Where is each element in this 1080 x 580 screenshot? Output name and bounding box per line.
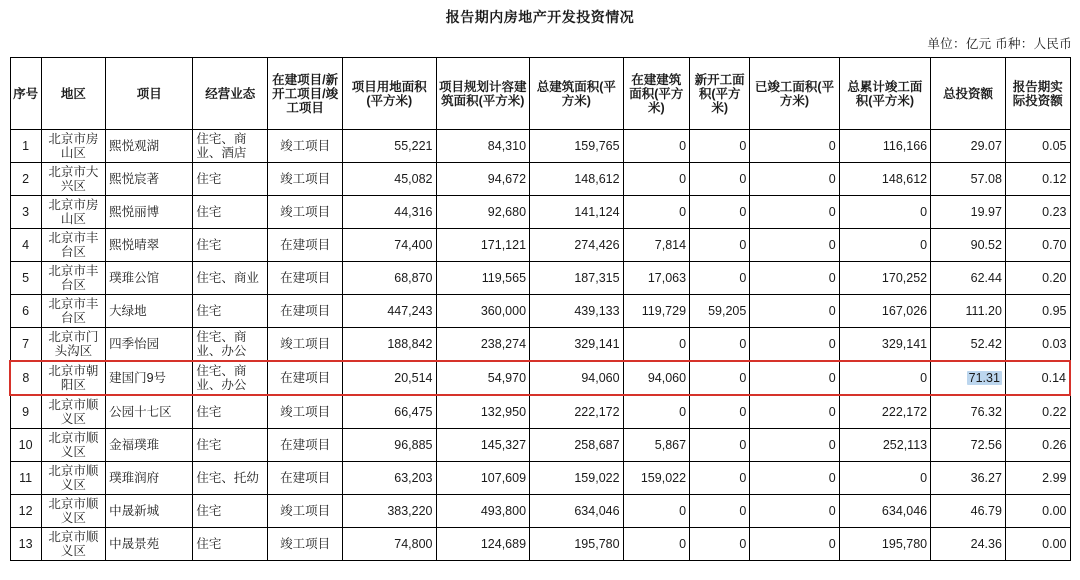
cell-total-investment[interactable]: 52.42 xyxy=(931,328,1006,362)
column-header-under-construction-area: 在建建筑面积(平方米) xyxy=(623,58,690,130)
table-row[interactable] xyxy=(10,262,1070,295)
cell-total-floor-area[interactable]: 274,426 xyxy=(530,229,624,262)
cell-land-area[interactable]: 20,514 xyxy=(343,361,437,395)
cell-region[interactable]: 北京市房山区 xyxy=(41,196,105,229)
cell-under-construction-area[interactable]: 94,060 xyxy=(623,361,690,395)
cell-new-start-area[interactable]: 59,205 xyxy=(690,295,750,328)
cell-planned-floor-area[interactable]: 493,800 xyxy=(436,495,530,528)
cell-cumulative-completed-area[interactable]: 116,166 xyxy=(839,130,930,163)
cell-cumulative-completed-area[interactable]: 252,113 xyxy=(839,429,930,462)
table-row[interactable] xyxy=(10,462,1070,495)
cell-new-start-area[interactable]: 0 xyxy=(690,328,750,362)
cell-business-type[interactable]: 住宅 xyxy=(193,163,268,196)
cell-total-investment[interactable] xyxy=(931,361,1006,395)
cell-project-stage[interactable]: 竣工项目 xyxy=(268,395,343,429)
cell-total-investment[interactable]: 90.52 xyxy=(931,229,1006,262)
cell-region[interactable]: 北京市大兴区 xyxy=(41,163,105,196)
cell-region[interactable]: 北京市顺义区 xyxy=(41,429,105,462)
cell-under-construction-area[interactable]: 0 xyxy=(623,528,690,561)
cell-new-start-area[interactable]: 0 xyxy=(690,528,750,561)
cell-completed-area[interactable]: 0 xyxy=(750,395,839,429)
column-header-project-stage: 在建项目/新开工项目/竣工项目 xyxy=(268,58,343,130)
cell-region[interactable]: 北京市朝阳区 xyxy=(41,361,105,395)
cell-project[interactable]: 中晟新城 xyxy=(106,495,193,528)
cell-planned-floor-area[interactable]: 124,689 xyxy=(436,528,530,561)
cell-index[interactable]: 7 xyxy=(10,328,41,362)
page-title: 报告期内房地产开发投资情况 xyxy=(445,9,635,25)
cell-new-start-area[interactable]: 0 xyxy=(690,262,750,295)
cell-under-construction-area[interactable]: 0 xyxy=(623,163,690,196)
column-header-region: 地区 xyxy=(41,58,105,130)
cell-project-stage[interactable]: 竣工项目 xyxy=(268,130,343,163)
cell-period-investment[interactable]: 0.03 xyxy=(1005,328,1070,362)
cell-under-construction-area[interactable]: 0 xyxy=(623,130,690,163)
cell-under-construction-area[interactable]: 5,867 xyxy=(623,429,690,462)
cell-total-floor-area[interactable]: 94,060 xyxy=(530,361,624,395)
cell-business-type[interactable]: 住宅 xyxy=(193,295,268,328)
cell-project[interactable]: 中晟景苑 xyxy=(106,528,193,561)
cell-total-floor-area[interactable]: 159,765 xyxy=(530,130,624,163)
cell-cumulative-completed-area[interactable]: 195,780 xyxy=(839,528,930,561)
cell-under-construction-area[interactable]: 119,729 xyxy=(623,295,690,328)
cell-land-area[interactable]: 68,870 xyxy=(343,262,437,295)
cell-land-area[interactable]: 447,243 xyxy=(343,295,437,328)
cell-total-investment[interactable]: 62.44 xyxy=(931,262,1006,295)
cell-completed-area[interactable]: 0 xyxy=(750,528,839,561)
cell-project-stage[interactable]: 竣工项目 xyxy=(268,528,343,561)
cell-period-investment[interactable]: 0.22 xyxy=(1005,395,1070,429)
cell-new-start-area[interactable]: 0 xyxy=(690,163,750,196)
cell-completed-area[interactable]: 0 xyxy=(750,163,839,196)
cell-land-area[interactable]: 66,475 xyxy=(343,395,437,429)
cell-planned-floor-area[interactable]: 171,121 xyxy=(436,229,530,262)
cell-planned-floor-area[interactable]: 145,327 xyxy=(436,429,530,462)
cell-project[interactable]: 熙悦丽博 xyxy=(106,196,193,229)
cell-project[interactable]: 熙悦观湖 xyxy=(106,130,193,163)
cell-total-investment[interactable]: 72.56 xyxy=(931,429,1006,462)
cell-total-floor-area[interactable]: 159,022 xyxy=(530,462,624,495)
cell-period-investment[interactable]: 2.99 xyxy=(1005,462,1070,495)
cell-project-stage[interactable]: 在建项目 xyxy=(268,295,343,328)
cell-total-investment[interactable]: 111.20 xyxy=(931,295,1006,328)
cell-cumulative-completed-area[interactable]: 222,172 xyxy=(839,395,930,429)
table-row[interactable] xyxy=(10,328,1070,362)
cell-region[interactable]: 北京市顺义区 xyxy=(41,462,105,495)
cell-index[interactable]: 3 xyxy=(10,196,41,229)
cell-total-floor-area[interactable]: 439,133 xyxy=(530,295,624,328)
cell-total-investment[interactable]: 76.32 xyxy=(931,395,1006,429)
cell-project-stage[interactable]: 在建项目 xyxy=(268,462,343,495)
cell-index[interactable]: 11 xyxy=(10,462,41,495)
column-header-total-floor-area: 总建筑面积(平方米) xyxy=(530,58,624,130)
column-header-total-investment: 总投资额 xyxy=(931,58,1006,130)
cell-project[interactable]: 大绿地 xyxy=(106,295,193,328)
cell-total-investment[interactable]: 36.27 xyxy=(931,462,1006,495)
cell-land-area[interactable]: 44,316 xyxy=(343,196,437,229)
cell-business-type[interactable]: 住宅 xyxy=(193,495,268,528)
cell-under-construction-area[interactable]: 0 xyxy=(623,395,690,429)
cell-index[interactable]: 6 xyxy=(10,295,41,328)
cell-project-stage[interactable]: 在建项目 xyxy=(268,361,343,395)
cell-total-floor-area[interactable]: 222,172 xyxy=(530,395,624,429)
cell-project[interactable]: 四季怡园 xyxy=(106,328,193,362)
cell-period-investment[interactable]: 0.05 xyxy=(1005,130,1070,163)
cell-project[interactable]: 公园十七区 xyxy=(106,395,193,429)
cell-new-start-area[interactable]: 0 xyxy=(690,429,750,462)
cell-planned-floor-area[interactable]: 94,672 xyxy=(436,163,530,196)
cell-project[interactable]: 金福璞琟 xyxy=(106,429,193,462)
cell-cumulative-completed-area[interactable]: 0 xyxy=(839,196,930,229)
table-row[interactable] xyxy=(10,429,1070,462)
cell-total-floor-area[interactable]: 187,315 xyxy=(530,262,624,295)
cell-period-investment[interactable]: 0.00 xyxy=(1005,528,1070,561)
cell-index[interactable]: 8 xyxy=(10,361,41,395)
cell-planned-floor-area[interactable]: 92,680 xyxy=(436,196,530,229)
cell-region[interactable]: 北京市顺义区 xyxy=(41,495,105,528)
real-estate-investment-table xyxy=(9,57,1071,561)
cell-region[interactable]: 北京市房山区 xyxy=(41,130,105,163)
cell-period-investment[interactable]: 0.95 xyxy=(1005,295,1070,328)
cell-region[interactable]: 北京市丰台区 xyxy=(41,229,105,262)
cell-planned-floor-area[interactable]: 238,274 xyxy=(436,328,530,362)
cell-new-start-area[interactable]: 0 xyxy=(690,196,750,229)
cell-project-stage[interactable]: 在建项目 xyxy=(268,262,343,295)
cell-under-construction-area[interactable]: 0 xyxy=(623,328,690,362)
cell-completed-area[interactable]: 0 xyxy=(750,262,839,295)
cell-land-area[interactable]: 188,842 xyxy=(343,328,437,362)
cell-new-start-area[interactable]: 0 xyxy=(690,395,750,429)
cell-planned-floor-area[interactable]: 132,950 xyxy=(436,395,530,429)
cell-index[interactable]: 1 xyxy=(10,130,41,163)
cell-planned-floor-area[interactable]: 360,000 xyxy=(436,295,530,328)
cell-cumulative-completed-area[interactable]: 148,612 xyxy=(839,163,930,196)
cell-project[interactable]: 建国门9号 xyxy=(106,361,193,395)
cell-total-floor-area[interactable]: 141,124 xyxy=(530,196,624,229)
cell-land-area[interactable]: 63,203 xyxy=(343,462,437,495)
column-header-period-investment: 报告期实际投资额 xyxy=(1005,58,1070,130)
cell-project[interactable]: 熙悦晴翠 xyxy=(106,229,193,262)
selected-cell-value: 71.31 xyxy=(968,371,1000,385)
cell-cumulative-completed-area[interactable]: 634,046 xyxy=(839,495,930,528)
cell-cumulative-completed-area[interactable]: 0 xyxy=(839,462,930,495)
cell-business-type[interactable]: 住宅、商业、办公 xyxy=(193,328,268,362)
cell-total-investment[interactable]: 19.97 xyxy=(931,196,1006,229)
column-header-new-start-area: 新开工面积(平方米) xyxy=(690,58,750,130)
cell-index[interactable]: 4 xyxy=(10,229,41,262)
cell-business-type[interactable]: 住宅、商业、办公 xyxy=(193,361,268,395)
cell-total-floor-area[interactable]: 258,687 xyxy=(530,429,624,462)
cell-completed-area[interactable]: 0 xyxy=(750,495,839,528)
table-row[interactable] xyxy=(10,495,1070,528)
column-header-project: 项目 xyxy=(106,58,193,130)
cell-total-floor-area[interactable]: 329,141 xyxy=(530,328,624,362)
cell-project-stage[interactable]: 在建项目 xyxy=(268,429,343,462)
cell-completed-area[interactable]: 0 xyxy=(750,196,839,229)
cell-new-start-area[interactable]: 0 xyxy=(690,361,750,395)
cell-project-stage[interactable]: 竣工项目 xyxy=(268,196,343,229)
cell-new-start-area[interactable]: 0 xyxy=(690,130,750,163)
cell-planned-floor-area[interactable]: 54,970 xyxy=(436,361,530,395)
cell-completed-area[interactable]: 0 xyxy=(750,361,839,395)
cell-period-investment[interactable]: 0.12 xyxy=(1005,163,1070,196)
cell-region[interactable]: 北京市丰台区 xyxy=(41,262,105,295)
table-row[interactable] xyxy=(10,395,1070,429)
cell-index[interactable]: 12 xyxy=(10,495,41,528)
table-row[interactable] xyxy=(10,130,1070,163)
cell-planned-floor-area[interactable]: 107,609 xyxy=(436,462,530,495)
cell-period-investment[interactable]: 0.20 xyxy=(1005,262,1070,295)
cell-land-area[interactable]: 45,082 xyxy=(343,163,437,196)
cell-project[interactable]: 璞琟公馆 xyxy=(106,262,193,295)
cell-cumulative-completed-area[interactable]: 329,141 xyxy=(839,328,930,362)
cell-region[interactable]: 北京市顺义区 xyxy=(41,528,105,561)
table-header-row xyxy=(10,58,1070,130)
cell-completed-area[interactable]: 0 xyxy=(750,328,839,362)
table-body xyxy=(10,130,1070,561)
cell-business-type[interactable]: 住宅 xyxy=(193,528,268,561)
cell-project-stage[interactable]: 竣工项目 xyxy=(268,163,343,196)
cell-cumulative-completed-area[interactable]: 167,026 xyxy=(839,295,930,328)
cell-new-start-area[interactable]: 0 xyxy=(690,462,750,495)
cell-business-type[interactable]: 住宅、商业 xyxy=(193,262,268,295)
cell-cumulative-completed-area[interactable]: 0 xyxy=(839,361,930,395)
cell-total-investment[interactable]: 24.36 xyxy=(931,528,1006,561)
cell-planned-floor-area[interactable]: 119,565 xyxy=(436,262,530,295)
cell-period-investment[interactable]: 0.26 xyxy=(1005,429,1070,462)
cell-planned-floor-area[interactable]: 84,310 xyxy=(436,130,530,163)
cell-total-investment[interactable]: 57.08 xyxy=(931,163,1006,196)
column-header-index: 序号 xyxy=(10,58,41,130)
cell-completed-area[interactable]: 0 xyxy=(750,295,839,328)
table-row[interactable] xyxy=(10,229,1070,262)
cell-completed-area[interactable]: 0 xyxy=(750,429,839,462)
cell-under-construction-area[interactable]: 17,063 xyxy=(623,262,690,295)
table-row[interactable] xyxy=(10,528,1070,561)
cell-index[interactable]: 10 xyxy=(10,429,41,462)
cell-index[interactable]: 2 xyxy=(10,163,41,196)
cell-project[interactable]: 熙悦宸著 xyxy=(106,163,193,196)
cell-new-start-area[interactable]: 0 xyxy=(690,495,750,528)
cell-region[interactable]: 北京市顺义区 xyxy=(41,395,105,429)
cell-land-area[interactable]: 74,400 xyxy=(343,229,437,262)
cell-period-investment[interactable]: 0.14 xyxy=(1005,361,1070,395)
cell-under-construction-area[interactable]: 0 xyxy=(623,495,690,528)
cell-under-construction-area[interactable]: 159,022 xyxy=(623,462,690,495)
cell-completed-area[interactable]: 0 xyxy=(750,229,839,262)
table-row[interactable] xyxy=(10,361,1070,395)
column-header-land-area: 项目用地面积(平方米) xyxy=(343,58,437,130)
cell-period-investment[interactable]: 0.70 xyxy=(1005,229,1070,262)
cell-total-floor-area[interactable]: 195,780 xyxy=(530,528,624,561)
cell-region[interactable]: 北京市丰台区 xyxy=(41,295,105,328)
cell-land-area[interactable]: 74,800 xyxy=(343,528,437,561)
cell-business-type[interactable]: 住宅 xyxy=(193,429,268,462)
cell-under-construction-area[interactable]: 7,814 xyxy=(623,229,690,262)
cell-project-stage[interactable]: 竣工项目 xyxy=(268,495,343,528)
cell-business-type[interactable]: 住宅 xyxy=(193,196,268,229)
cell-land-area[interactable]: 55,221 xyxy=(343,130,437,163)
cell-total-investment[interactable]: 46.79 xyxy=(931,495,1006,528)
cell-land-area[interactable]: 383,220 xyxy=(343,495,437,528)
cell-total-floor-area[interactable]: 148,612 xyxy=(530,163,624,196)
column-header-completed-area: 已竣工面积(平方米) xyxy=(750,58,839,130)
cell-index[interactable]: 13 xyxy=(10,528,41,561)
cell-completed-area[interactable]: 0 xyxy=(750,462,839,495)
cell-cumulative-completed-area[interactable]: 0 xyxy=(839,229,930,262)
cell-cumulative-completed-area[interactable]: 170,252 xyxy=(839,262,930,295)
cell-total-investment[interactable]: 29.07 xyxy=(931,130,1006,163)
column-header-cumulative-completed-area: 总累计竣工面积(平方米) xyxy=(839,58,930,130)
cell-under-construction-area[interactable]: 0 xyxy=(623,196,690,229)
cell-index[interactable]: 9 xyxy=(10,395,41,429)
table-row[interactable] xyxy=(10,163,1070,196)
cell-index[interactable]: 5 xyxy=(10,262,41,295)
column-header-planned-floor-area: 项目规划计容建筑面积(平方米) xyxy=(436,58,530,130)
table-row[interactable] xyxy=(10,295,1070,328)
cell-new-start-area[interactable]: 0 xyxy=(690,229,750,262)
cell-business-type[interactable]: 住宅、托幼 xyxy=(193,462,268,495)
cell-period-investment[interactable]: 0.00 xyxy=(1005,495,1070,528)
cell-business-type[interactable]: 住宅 xyxy=(193,395,268,429)
cell-period-investment[interactable]: 0.23 xyxy=(1005,196,1070,229)
cell-completed-area[interactable]: 0 xyxy=(750,130,839,163)
cell-business-type[interactable]: 住宅、商业、酒店 xyxy=(193,130,268,163)
cell-land-area[interactable]: 96,885 xyxy=(343,429,437,462)
cell-project-stage[interactable]: 在建项目 xyxy=(268,229,343,262)
cell-region[interactable]: 北京市门头沟区 xyxy=(41,328,105,362)
cell-total-floor-area[interactable]: 634,046 xyxy=(530,495,624,528)
column-header-business-type: 经营业态 xyxy=(193,58,268,130)
unit-note: 单位：亿元 币种：人民币 xyxy=(927,37,1072,51)
cell-project-stage[interactable]: 竣工项目 xyxy=(268,328,343,362)
cell-project[interactable]: 璞琟润府 xyxy=(106,462,193,495)
cell-business-type[interactable]: 住宅 xyxy=(193,229,268,262)
table-row[interactable] xyxy=(10,196,1070,229)
